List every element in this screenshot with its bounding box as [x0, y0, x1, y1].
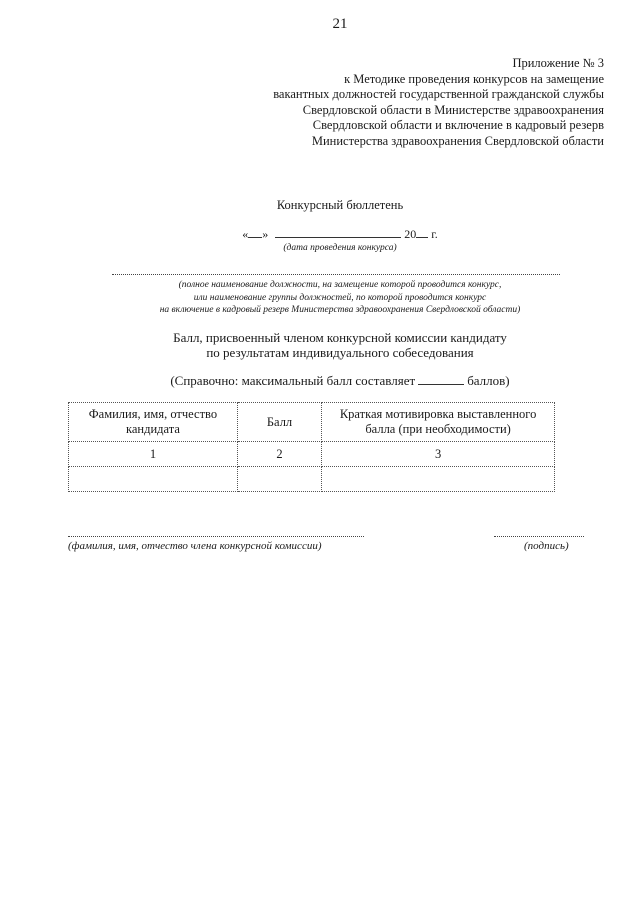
date-line — [0, 227, 640, 242]
header-motivation: Краткая мотивировка выставленного балла (при необходимости) — [322, 403, 555, 442]
reference-prefix: (Справочно: максимальный балл составляет — [170, 373, 416, 388]
reference-suffix: баллов) — [467, 373, 510, 388]
position-caption — [0, 279, 640, 317]
ballot-title: Конкурсный бюллетень — [276, 198, 404, 212]
header-candidate-name: Фамилия, имя, отчество кандидата — [69, 403, 238, 442]
appendix-line: Министерства здравоохранения Свердловской области — [311, 133, 604, 148]
year-blank — [416, 227, 428, 238]
appendix-line: вакантных должностей государственной гражданской службы — [273, 87, 604, 101]
position-caption-line: на включение в кадровый резерв Министерства здравоохранения Свердловской области) — [159, 305, 521, 315]
table-cell — [237, 467, 321, 492]
day-blank — [248, 227, 262, 238]
table-row — [69, 442, 555, 467]
position-caption-line: или наименование группы должностей, по которой проводится конкурс — [193, 292, 487, 303]
date-open-quote: « — [242, 227, 249, 241]
year-suffix: г. — [431, 227, 438, 241]
score-title-line: по результатам индивидуального собеседования — [206, 345, 474, 360]
score-title — [0, 330, 640, 360]
table-cell — [322, 467, 555, 492]
column-number-cell: 1 — [69, 442, 238, 467]
table-cell — [69, 467, 238, 492]
signature-caption: (подпись) — [524, 540, 569, 552]
appendix-line: Приложение № 3 — [512, 56, 604, 70]
appendix-line: к Методике проведения конкурсов на замещение — [344, 71, 604, 86]
column-number-cell: 3 — [322, 442, 555, 467]
member-name-line — [68, 536, 364, 537]
reference-note — [0, 373, 640, 389]
score-title-line: Балл, присвоенный членом конкурсной комиссии кандидату — [173, 330, 507, 345]
table-row — [69, 467, 555, 492]
year-prefix: 20 — [404, 227, 417, 241]
page-number: 21 — [332, 16, 348, 32]
header-score: Балл — [237, 403, 321, 442]
max-score-blank — [418, 374, 464, 385]
appendix-line: Свердловской области в Министерстве здравоохранения — [302, 102, 604, 117]
member-name-caption: (фамилия, имя, отчество члена конкурсной комиссии) — [68, 540, 322, 552]
scores-table — [68, 402, 555, 492]
month-blank — [275, 227, 401, 238]
appendix-line: Свердловской области и включение в кадровый резерв — [312, 118, 604, 132]
date-caption: (дата проведения конкурса) — [283, 243, 397, 253]
date-close-quote: » — [262, 227, 269, 241]
column-number-cell: 2 — [237, 442, 321, 467]
signature-line — [494, 536, 584, 537]
position-line — [112, 274, 560, 275]
table-header-row — [69, 403, 555, 442]
appendix-block — [184, 56, 604, 149]
position-caption-line: (полное наименование должности, на замещение которой проводится конкурс, — [178, 280, 502, 290]
